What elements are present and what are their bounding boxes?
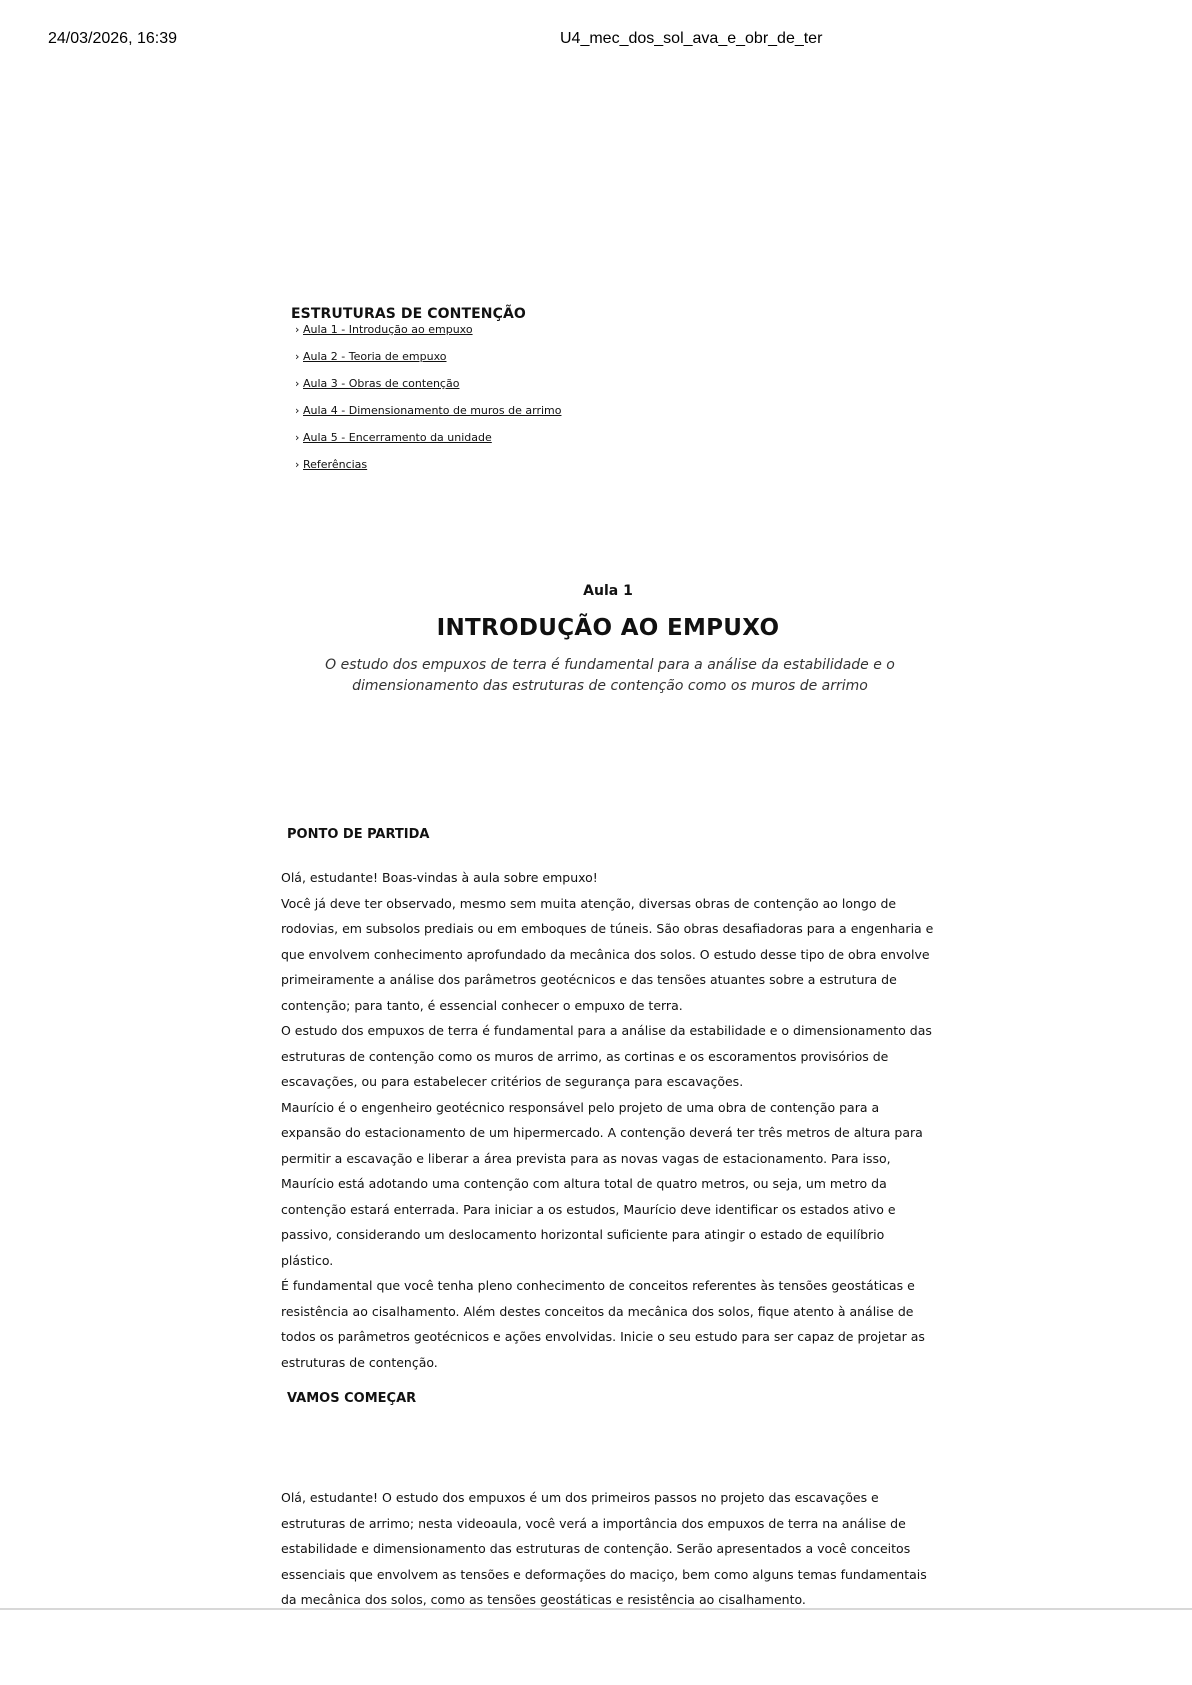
print-doc-title: U4_mec_dos_sol_ava_e_obr_de_ter bbox=[560, 30, 823, 47]
table-of-contents bbox=[291, 306, 561, 485]
paragraph: Você já deve ter observado, mesmo sem muita atenção, diversas obras de contenção ao longo de rodovias, em subsolos prediais ou em emboques de túneis. São obras desafiadoras para a engenharia e que envolvem conhecimento aprofundado da mecânica dos solos. O estudo desse tipo de obra envolve primeiramente a análise dos parâmetros geotécnicos e das tensões atuantes sobre a estrutura de contenção; para tanto, é essencial conhecer o empuxo de terra. bbox=[281, 895, 934, 1013]
paragraph: Olá, estudante! O estudo dos empuxos é um dos primeiros passos no projeto das escavações e estruturas de arrimo; nesta videoaula, você verá a importância dos empuxos de terra na análise de estabilidade e dimensionamento das estruturas de contenção. Serão apresentados a você conceitos essenciais que envolvem as tensões e deformações do maciço, bem como alguns temas fundamentais da mecânica dos solos, como as tensões geostáticas e resistência ao cisalhamento. bbox=[281, 1490, 927, 1607]
toc-item-aula-5 bbox=[295, 431, 561, 458]
paragraph: Olá, estudante! Boas-vindas à aula sobre empuxo! bbox=[281, 870, 598, 885]
section-heading-ponto-de-partida: PONTO DE PARTIDA bbox=[287, 827, 430, 842]
toc-item-aula-4 bbox=[295, 404, 561, 431]
toc-link-aula-4[interactable]: Aula 4 - Dimensionamento de muros de arrimo bbox=[303, 404, 562, 417]
toc-item-aula-2 bbox=[295, 350, 561, 377]
section-body-vamos-comecar bbox=[281, 1485, 937, 1613]
paragraph: O estudo dos empuxos de terra é fundamental para a análise da estabilidade e o dimensionamento das estruturas de contenção como os muros de arrimo, as cortinas e os escoramentos provisórios de escavações, ou para estabelecer critérios de segurança para escavações. bbox=[281, 1023, 932, 1089]
chevron-right-icon: › bbox=[295, 404, 300, 417]
chevron-right-icon: › bbox=[295, 458, 300, 471]
toc-item-aula-1 bbox=[295, 323, 561, 350]
section-heading-vamos-comecar: VAMOS COMEÇAR bbox=[287, 1391, 417, 1406]
page-bottom-divider bbox=[0, 1608, 1192, 1610]
toc-heading: ESTRUTURAS DE CONTENÇÃO bbox=[291, 306, 526, 322]
chevron-right-icon: › bbox=[295, 431, 300, 444]
lesson-title: INTRODUÇÃO AO EMPUXO bbox=[436, 615, 780, 641]
chevron-right-icon: › bbox=[295, 323, 300, 336]
print-header bbox=[48, 30, 1144, 52]
paragraph: Maurício é o engenheiro geotécnico responsável pelo projeto de uma obra de contenção para a expansão do estacionamento de um hipermercado. A contenção deverá ter três metros de altura para permitir a escavação e liberar a área prevista para as novas vagas de estacionamento. Para isso, Maurício está adotando uma contenção com altura total de quatro metros, ou seja, um metro da contenção estará enterrada. Para iniciar a os estudos, Maurício deve identificar os estados ativo e passivo, considerando um deslocamento horizontal suficiente para atingir o estado de equilíbrio plástico. bbox=[281, 1099, 923, 1268]
lesson-kicker: Aula 1 bbox=[583, 583, 633, 599]
toc-link-aula-1[interactable]: Aula 1 - Introdução ao empuxo bbox=[303, 323, 473, 336]
lesson-subtitle: O estudo dos empuxos de terra é fundamental para a análise da estabilidade e o dimensionamento das estruturas de contenção como os muros de arrimo bbox=[325, 657, 895, 694]
paragraph: É fundamental que você tenha pleno conhecimento de conceitos referentes às tensões geostáticas e resistência ao cisalhamento. Além destes conceitos da mecânica dos solos, fique atento à análise de todos os parâmetros geotécnicos e ações envolvidas. Inicie o seu estudo para ser capaz de projetar as estruturas de contenção. bbox=[281, 1278, 925, 1370]
toc-link-aula-5[interactable]: Aula 5 - Encerramento da unidade bbox=[303, 431, 492, 444]
chevron-right-icon: › bbox=[295, 377, 300, 390]
toc-link-aula-3[interactable]: Aula 3 - Obras de contenção bbox=[303, 377, 460, 390]
toc-link-referencias[interactable]: Referências bbox=[303, 458, 368, 471]
section-body-ponto-de-partida bbox=[281, 865, 937, 1375]
print-datetime: 24/03/2026, 16:39 bbox=[48, 30, 178, 47]
toc-item-aula-3 bbox=[295, 377, 561, 404]
toc-list bbox=[291, 323, 561, 485]
toc-item-referencias bbox=[295, 458, 561, 485]
toc-link-aula-2[interactable]: Aula 2 - Teoria de empuxo bbox=[303, 350, 447, 363]
chevron-right-icon: › bbox=[295, 350, 300, 363]
